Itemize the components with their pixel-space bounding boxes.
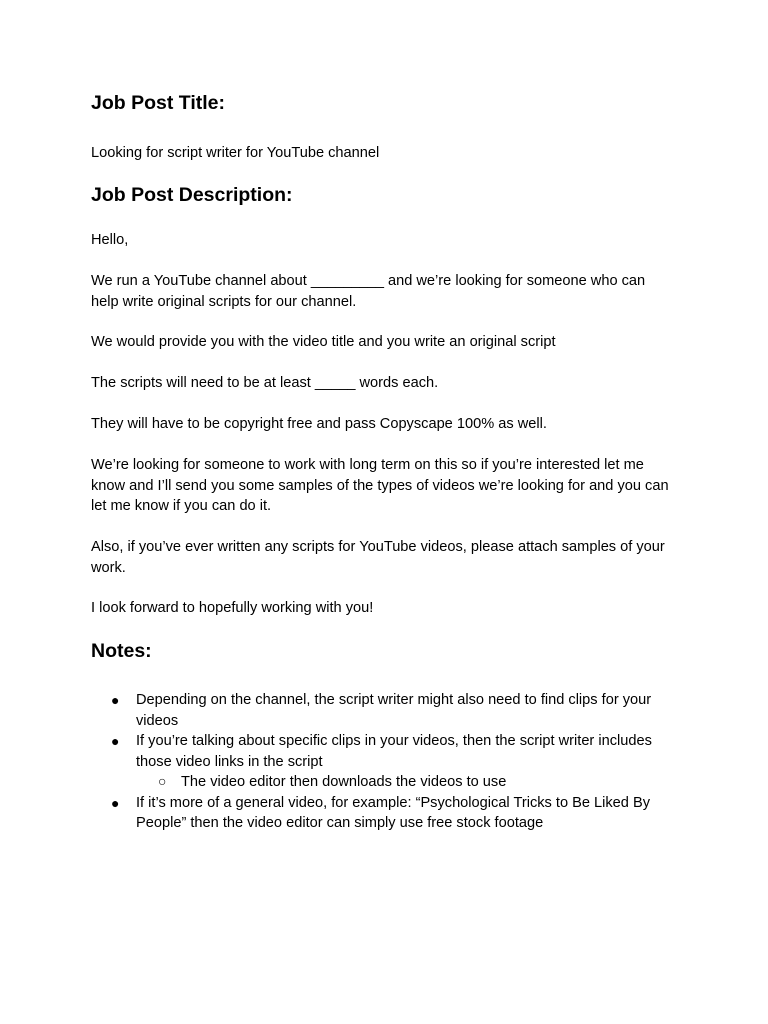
sub-note-text: The video editor then downloads the videos to use <box>181 774 507 790</box>
paragraph-word-count: The scripts will need to be at least _____ words each. <box>91 375 439 391</box>
paragraph-copyright: They will have to be copyright free and pass Copyscape 100% as well. <box>91 416 547 432</box>
paragraph-video-title: We would provide you with the video title and you write an original script <box>91 334 556 350</box>
paragraph-closing: I look forward to hopefully working with you! <box>91 600 374 616</box>
sub-list-item <box>136 772 676 793</box>
hollow-bullet-icon: ○ <box>158 773 167 789</box>
bullet-icon: ● <box>111 692 120 708</box>
notes-heading: Notes: <box>91 640 152 662</box>
paragraph-channel: We run a YouTube channel about _________ and we’re looking for someone who can help write original scripts for our channel. <box>91 273 646 310</box>
paragraph-greeting: Hello, <box>91 232 129 248</box>
paragraph-long-term: We’re looking for someone to work with long term on this so if you’re interested let me know and I’ll send you some samples of the types of videos we’re looking for and you can let me know if you can do it. <box>91 457 669 514</box>
job-post-description-heading: Job Post Description: <box>91 184 293 206</box>
note-text: If it’s more of a general video, for example: “Psychological Tricks to Be Liked By People” then the video editor can simply use free stock footage <box>136 794 650 831</box>
list-item <box>91 793 676 834</box>
list-item <box>91 731 676 793</box>
note-text: Depending on the channel, the script writer might also need to find clips for your videos <box>136 692 652 729</box>
sub-notes-list <box>136 772 676 793</box>
notes-list <box>91 690 681 834</box>
note-text: If you’re talking about specific clips in your videos, then the script writer includes those video links in the script <box>136 733 652 770</box>
paragraph-samples: Also, if you’ve ever written any scripts for YouTube videos, please attach samples of your work. <box>91 539 665 576</box>
job-post-title-text: Looking for script writer for YouTube channel <box>91 145 380 161</box>
bullet-icon: ● <box>111 733 120 749</box>
list-item <box>91 690 676 731</box>
bullet-icon: ● <box>111 794 120 811</box>
job-post-title-heading: Job Post Title: <box>91 92 225 114</box>
